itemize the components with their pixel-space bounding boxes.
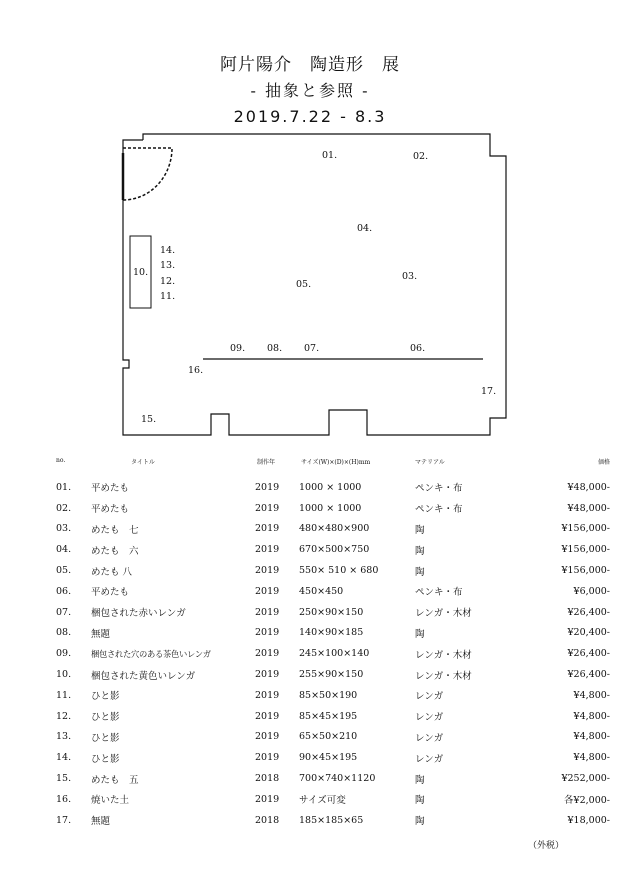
plan-label-08: 08. — [267, 343, 283, 354]
cell-year: 2019 — [255, 731, 280, 743]
header-title: タイトル — [131, 459, 155, 466]
cell-title: 梱包された黄色いレンガ — [91, 670, 196, 682]
cell-price: ¥18,000- — [567, 814, 610, 826]
cell-no: 04. — [56, 544, 72, 556]
table-row — [56, 477, 610, 498]
cell-price: ¥26,400- — [567, 648, 610, 660]
cell-price: ¥4,800- — [573, 731, 610, 743]
cell-title: めたも 七 — [91, 524, 139, 536]
cell-material: レンガ — [415, 691, 444, 703]
cell-year: 2019 — [255, 669, 280, 681]
plan-label-01: 01. — [322, 150, 338, 161]
cell-year: 2019 — [255, 523, 280, 535]
header-size: サイズ(W)×(D)×(H)mm — [301, 459, 371, 466]
cell-no: 06. — [56, 585, 72, 597]
cell-title: 梱包された赤いレンガ — [91, 608, 186, 620]
plan-label-07: 07. — [304, 343, 320, 354]
plan-label-16: 16. — [188, 365, 204, 376]
cell-material: ペンキ・布 — [415, 504, 463, 516]
cell-no: 10. — [56, 669, 72, 681]
cell-title: 梱包された穴のある茶色いレンガ — [91, 648, 211, 659]
plan-label-09: 09. — [230, 343, 246, 354]
cell-material: レンガ・木材 — [415, 649, 472, 661]
cell-year: 2018 — [255, 814, 280, 826]
plan-label-15: 15. — [141, 414, 157, 425]
plan-label-11: 11. — [160, 291, 176, 302]
cell-size: 550× 510 × 680 — [299, 565, 379, 577]
cell-year: 2019 — [255, 565, 280, 577]
cell-material: レンガ — [415, 732, 444, 744]
cell-material: レンガ — [415, 712, 444, 724]
cell-price: ¥20,400- — [567, 627, 610, 639]
table-row — [56, 768, 610, 789]
cell-year: 2019 — [255, 627, 280, 639]
cell-title: 平めたも — [91, 504, 130, 516]
table-row — [56, 789, 610, 810]
cell-no: 15. — [56, 773, 72, 785]
cell-no: 08. — [56, 627, 72, 639]
table-row — [56, 727, 610, 748]
cell-price: ¥4,800- — [573, 752, 610, 764]
table-row — [56, 810, 610, 831]
cell-material: 陶 — [415, 816, 425, 828]
cell-size: 140×90×185 — [299, 627, 364, 639]
table-row — [56, 602, 610, 623]
cell-year: 2019 — [255, 606, 280, 618]
cell-no: 17. — [56, 814, 72, 826]
cell-year: 2019 — [255, 710, 280, 722]
table-row — [56, 519, 610, 540]
cell-material: 陶 — [415, 524, 425, 536]
plan-label-02: 02. — [413, 151, 429, 162]
exhibition-subtitle: - 抽象と参照 - — [250, 81, 370, 100]
table-row — [56, 581, 610, 602]
plan-label-13: 13. — [160, 260, 176, 271]
cell-size: 250×90×150 — [299, 606, 364, 618]
plan-label-14: 14. — [160, 245, 176, 256]
cell-title: ひと影 — [91, 753, 120, 765]
plan-label-12: 12. — [160, 276, 176, 287]
door-swing-arc — [123, 148, 172, 200]
cell-title: めたも 五 — [91, 774, 139, 786]
cell-year: 2018 — [255, 773, 280, 785]
cell-size: 90×45×195 — [299, 752, 358, 764]
cell-no: 12. — [56, 710, 72, 722]
cell-price: ¥4,800- — [573, 710, 610, 722]
cell-price: ¥156,000- — [561, 523, 610, 535]
table-row — [56, 685, 610, 706]
cell-material: レンガ・木材 — [415, 670, 472, 682]
cell-size: 245×100×140 — [299, 648, 370, 660]
cell-price: ¥156,000- — [561, 544, 610, 556]
cell-price: ¥26,400- — [567, 606, 610, 618]
cell-title: ひと影 — [91, 712, 120, 724]
exhibition-dates: 2019.7.22 - 8.3 — [233, 107, 387, 126]
cell-material: ペンキ・布 — [415, 587, 463, 599]
cell-title: 焼いた土 — [91, 795, 130, 807]
cell-year: 2019 — [255, 481, 280, 493]
cell-price: 各¥2,000- — [564, 795, 610, 807]
cell-size: 1000 × 1000 — [299, 481, 362, 493]
header-material: マテリアル — [415, 459, 445, 466]
table-row — [56, 706, 610, 727]
cell-material: 陶 — [415, 774, 425, 786]
cell-price: ¥252,000- — [561, 773, 610, 785]
header-price: 価格 — [597, 459, 610, 466]
cell-size: 85×50×190 — [299, 689, 358, 701]
cell-title: ひと影 — [91, 732, 120, 744]
cell-no: 07. — [56, 606, 72, 618]
table-row — [56, 498, 610, 519]
cell-no: 05. — [56, 565, 72, 577]
cell-size: 670×500×750 — [299, 544, 370, 556]
cell-price: ¥48,000- — [567, 502, 610, 514]
table-row — [56, 623, 610, 644]
cell-year: 2019 — [255, 502, 280, 514]
cell-size: 85×45×195 — [299, 710, 358, 722]
cell-material: レンガ — [415, 753, 444, 765]
cell-size: 480×480×900 — [299, 523, 370, 535]
cell-size: 185×185×65 — [299, 814, 364, 826]
cell-price: ¥4,800- — [573, 689, 610, 701]
cell-size: 450×450 — [299, 585, 344, 597]
cell-material: ペンキ・布 — [415, 483, 463, 495]
table-row — [56, 664, 610, 685]
cell-price: ¥156,000- — [561, 565, 610, 577]
floor-plan-wall — [123, 134, 506, 435]
plan-label-17: 17. — [481, 386, 497, 397]
cell-material: 陶 — [415, 566, 425, 578]
cell-price: ¥26,400- — [567, 669, 610, 681]
header-no: no. — [56, 457, 66, 464]
plan-label-06: 06. — [410, 343, 426, 354]
cell-title: 平めたも — [91, 483, 130, 495]
plan-label-05: 05. — [296, 279, 312, 290]
cell-size: サイズ可変 — [299, 795, 346, 807]
cell-year: 2019 — [255, 689, 280, 701]
table-header-row — [56, 457, 610, 477]
table-row — [56, 747, 610, 768]
cell-no: 13. — [56, 731, 72, 743]
cell-no: 03. — [56, 523, 72, 535]
cell-material: 陶 — [415, 545, 425, 557]
cell-year: 2019 — [255, 752, 280, 764]
table-row — [56, 560, 610, 581]
cell-size: 255×90×150 — [299, 669, 364, 681]
cell-size: 65×50×210 — [299, 731, 358, 743]
cell-no: 11. — [56, 689, 72, 701]
cell-no: 09. — [56, 648, 72, 660]
plan-label-10: 10. — [133, 267, 149, 278]
cell-title: ひと影 — [91, 691, 120, 703]
cell-material: レンガ・木材 — [415, 608, 472, 620]
header-year: 制作年 — [257, 459, 276, 466]
cell-material: 陶 — [415, 628, 425, 640]
cell-title: 平めたも — [91, 587, 130, 599]
cell-size: 700×740×1120 — [299, 773, 376, 785]
table-row — [56, 643, 610, 664]
cell-title: めたも 六 — [91, 545, 139, 557]
cell-title: めたも 八 — [91, 566, 133, 578]
cell-no: 14. — [56, 752, 72, 764]
cell-year: 2019 — [255, 544, 280, 556]
cell-material: 陶 — [415, 795, 425, 807]
plan-label-03: 03. — [402, 271, 418, 282]
cell-price: ¥6,000- — [573, 585, 610, 597]
cell-price: ¥48,000- — [567, 481, 610, 493]
cell-no: 02. — [56, 502, 72, 514]
exhibition-title: 阿片陽介 陶造形 展 — [220, 55, 400, 75]
plan-label-04: 04. — [357, 223, 373, 234]
cell-year: 2019 — [255, 585, 280, 597]
cell-no: 01. — [56, 481, 72, 493]
cell-no: 16. — [56, 793, 72, 805]
tax-note: （外税） — [527, 841, 564, 851]
cell-title: 無題 — [91, 816, 111, 828]
table-row — [56, 539, 610, 560]
cell-year: 2019 — [255, 648, 280, 660]
cell-year: 2019 — [255, 793, 280, 805]
cell-size: 1000 × 1000 — [299, 502, 362, 514]
works-table — [56, 457, 610, 831]
cell-title: 無題 — [91, 628, 111, 640]
